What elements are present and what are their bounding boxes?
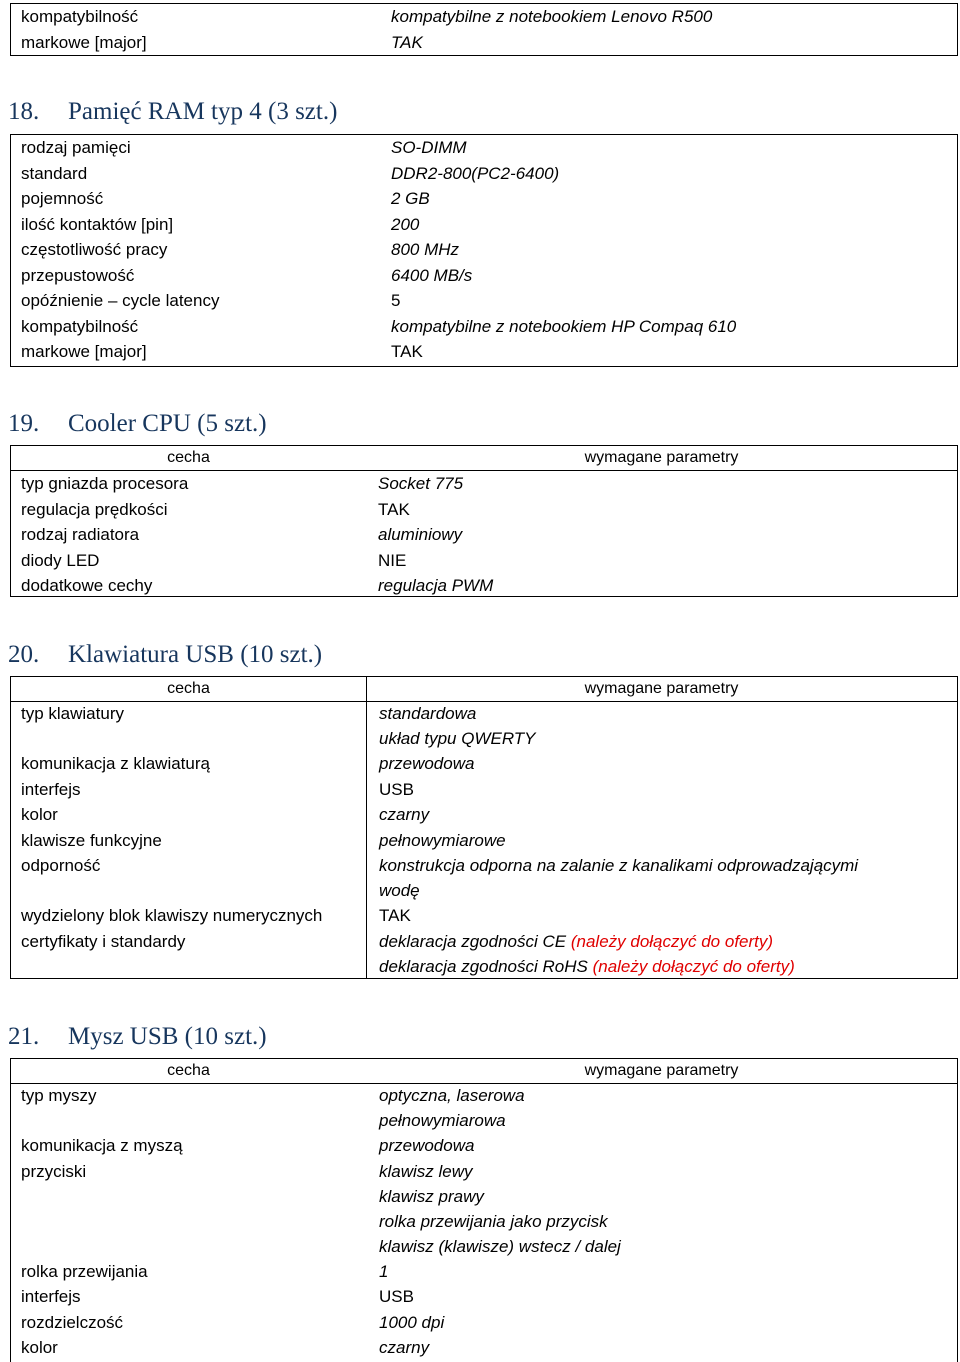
spec-key: pojemność — [21, 189, 104, 208]
spec-key: dodatkowe cechy — [21, 576, 153, 595]
spec-key: markowe [major] — [21, 32, 147, 52]
spec-value: przewodowa — [379, 1136, 475, 1155]
spec-value: TAK — [391, 342, 423, 361]
section-title: Cooler CPU (5 szt.) — [68, 410, 267, 437]
spec-key: wydzielony blok klawiszy numerycznych — [21, 906, 323, 925]
spec-key: regulacja prędkości — [21, 499, 168, 519]
required-note: (należy dołączyć do oferty) — [592, 956, 795, 976]
spec-value: SO-DIMM — [391, 138, 467, 157]
value-line: klawisz (klawisze) wstecz / dalej — [379, 1236, 621, 1256]
section-heading-21 — [8, 1023, 267, 1051]
section-heading-19 — [8, 410, 267, 438]
section-number: 19. — [8, 410, 40, 437]
value-line: układ typu QWERTY — [379, 729, 536, 748]
section-number: 21. — [8, 1023, 40, 1050]
header-feature: cecha — [167, 1062, 210, 1079]
spec-value: czarny — [379, 805, 430, 824]
value-line: konstrukcja odporna na zalanie z kanalikami odprowadzającymi — [379, 856, 859, 875]
spec-key: standard — [21, 163, 88, 183]
spec-key: typ gniazda procesora — [21, 474, 189, 493]
spec-key: komunikacja z klawiaturą — [21, 754, 210, 773]
spec-value: 6400 MB/s — [391, 265, 473, 285]
spec-value: TAK — [378, 499, 410, 519]
spec-key: interfejs — [21, 779, 81, 799]
header-feature: cecha — [167, 449, 210, 466]
value-line: klawisz prawy — [379, 1186, 484, 1206]
spec-value: regulacja PWM — [378, 576, 494, 595]
spec-key: odporność — [21, 856, 101, 875]
cooler-spec-table — [10, 445, 958, 597]
spec-value: NIE — [378, 550, 407, 570]
section-heading-18 — [8, 98, 337, 126]
spec-value: 200 — [391, 214, 420, 234]
table-header — [11, 1059, 957, 1084]
spec-value: 1000 dpi — [379, 1312, 445, 1332]
spec-value: DDR2-800(PC2-6400) — [391, 163, 560, 183]
value-line: rolka przewijania jako przycisk — [379, 1211, 608, 1231]
top-spec-table — [10, 3, 958, 56]
section-title: Mysz USB (10 szt.) — [68, 1023, 267, 1050]
spec-value: 2 GB — [391, 189, 430, 208]
spec-key: komunikacja z myszą — [21, 1136, 183, 1155]
section-number: 18. — [8, 98, 40, 125]
spec-value — [379, 929, 795, 979]
header-feature: cecha — [167, 680, 210, 697]
header-requirements: wymagane parametry — [584, 680, 739, 697]
value-line: pełnowymiarowa — [379, 1111, 506, 1130]
value-line: klawisz lewy — [379, 1161, 473, 1181]
spec-key: interfejs — [21, 1287, 81, 1306]
spec-key: typ klawiatury — [21, 704, 124, 723]
spec-value — [379, 1159, 621, 1259]
header-requirements: wymagane parametry — [584, 449, 739, 466]
table-header — [11, 446, 957, 471]
mouse-spec-table — [10, 1058, 958, 1362]
spec-key: kolor — [21, 805, 58, 824]
spec-value: 5 — [391, 291, 401, 310]
spec-key: rozdzielczość — [21, 1312, 124, 1332]
ram-spec-table — [10, 134, 958, 367]
spec-value: TAK — [391, 32, 423, 52]
spec-key: klawisze funkcyjne — [21, 830, 162, 850]
spec-value — [379, 701, 536, 751]
spec-key: ilość kontaktów [pin] — [21, 214, 174, 234]
section-heading-20 — [8, 641, 322, 669]
spec-value: kompatybilne z notebookiem Lenovo R500 — [391, 7, 713, 26]
value-line: deklaracja zgodności RoHS — [379, 956, 588, 976]
value-line: deklaracja zgodności CE — [379, 931, 567, 951]
spec-key: przyciski — [21, 1161, 87, 1181]
spec-value — [379, 853, 858, 903]
section-title: Pamięć RAM typ 4 (3 szt.) — [68, 98, 338, 125]
header-requirements: wymagane parametry — [584, 1062, 739, 1079]
spec-key: częstotliwość pracy — [21, 240, 168, 259]
spec-key: diody LED — [21, 550, 100, 570]
spec-key: typ myszy — [21, 1086, 97, 1105]
keyboard-spec-table — [10, 676, 958, 979]
spec-key: certyfikaty i standardy — [21, 931, 186, 951]
spec-key: kompatybilność — [21, 316, 139, 336]
table-row — [11, 4, 957, 30]
value-line: standardowa — [379, 704, 477, 723]
spec-value: pełnowymiarowe — [379, 830, 506, 850]
spec-key: opóźnienie – cycle latency — [21, 291, 220, 310]
spec-value: 1 — [379, 1261, 389, 1281]
value-line: optyczna, laserowa — [379, 1086, 525, 1105]
section-number: 20. — [8, 641, 40, 668]
value-line: wodę — [379, 881, 420, 900]
table-row — [11, 30, 957, 56]
spec-key: markowe [major] — [21, 342, 147, 361]
spec-key: rodzaj radiatora — [21, 525, 140, 544]
spec-key: rodzaj pamięci — [21, 138, 131, 157]
spec-value: USB — [379, 1287, 414, 1306]
spec-value: TAK — [379, 906, 411, 925]
section-title: Klawiatura USB (10 szt.) — [68, 641, 323, 668]
spec-value: Socket 775 — [378, 474, 464, 493]
spec-value: aluminiowy — [378, 525, 463, 544]
table-header — [11, 677, 957, 702]
spec-key: przepustowość — [21, 265, 135, 285]
spec-value: kompatybilne z notebookiem HP Compaq 610 — [391, 316, 737, 336]
spec-key: rolka przewijania — [21, 1261, 148, 1281]
spec-value: 800 MHz — [391, 240, 460, 259]
required-note: (należy dołączyć do oferty) — [570, 931, 774, 951]
spec-key: kolor — [21, 1338, 58, 1357]
spec-value — [379, 1083, 525, 1133]
spec-value: czarny — [379, 1338, 430, 1357]
spec-value: przewodowa — [379, 754, 475, 773]
spec-key: kompatybilność — [21, 7, 139, 26]
spec-value: USB — [379, 779, 414, 799]
